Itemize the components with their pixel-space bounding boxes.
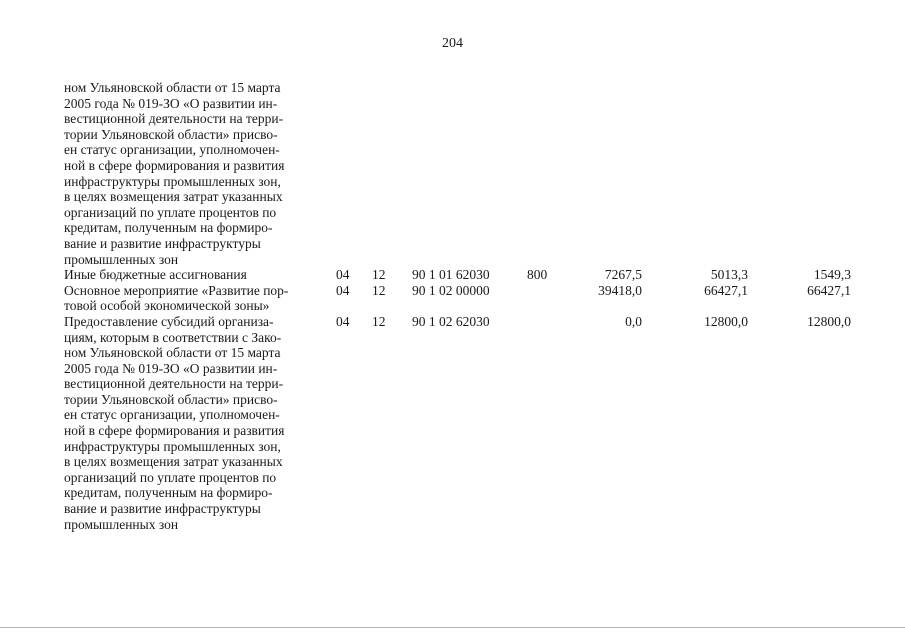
target-article-code: 90 1 02 62030 [412, 313, 490, 329]
amount-year-1: 39418,0 [598, 282, 642, 298]
row-name-line: кредитам, полученным на формиро- [64, 220, 273, 236]
row-name [64, 267, 316, 283]
row-name-line: тории Ульяновской области» присво- [64, 126, 278, 142]
row-name-line: вестиционной деятельности на терри- [64, 376, 284, 392]
row-name-line: организаций по уплате процентов по [64, 469, 277, 485]
amount-year-3: 12800,0 [807, 313, 851, 329]
row-name [64, 314, 316, 532]
amount-year-2: 12800,0 [704, 313, 748, 329]
row-name-line: ной в сфере формирования и развития [64, 423, 285, 439]
table-row [64, 267, 854, 283]
row-name [64, 80, 316, 267]
subsection-code: 12 [372, 282, 386, 298]
subsection-code: 12 [372, 267, 386, 283]
row-name-line: товой особой экономической зоны» [64, 298, 270, 314]
budget-table [64, 80, 854, 532]
row-name-line: циям, которым в соответствии с Зако- [64, 329, 282, 345]
row-name-line: ном Ульяновской области от 15 марта [64, 80, 281, 95]
row-name [64, 283, 316, 314]
row-name-line: ен статус организации, уполномочен- [64, 142, 280, 158]
row-name-line: вестиционной деятельности на терри- [64, 111, 284, 127]
amount-year-3: 66427,1 [807, 282, 851, 298]
scan-bottom-rule [0, 627, 905, 628]
amount-year-3: 1549,3 [813, 267, 851, 283]
row-name-line: Иные бюджетные ассигнования [64, 267, 247, 283]
row-name-line: организаций по уплате процентов по [64, 204, 277, 220]
row-name-line: в целях возмещения затрат указанных [64, 454, 283, 470]
row-name-line: ной в сфере формирования и развития [64, 157, 285, 173]
row-name-line: инфраструктуры промышленных зон, [64, 173, 281, 189]
subsection-code: 12 [372, 313, 386, 329]
table-row [64, 80, 854, 267]
section-code: 04 [336, 313, 350, 329]
row-name-line: тории Ульяновской области» присво- [64, 391, 278, 407]
row-name-line: Предоставление субсидий организа- [64, 313, 274, 329]
amount-year-1: 0,0 [625, 313, 642, 329]
row-name-line: вание и развитие инфраструктуры [64, 235, 261, 251]
row-name-line: 2005 года № 019-ЗО «О развитии ин- [64, 95, 278, 111]
section-code: 04 [336, 267, 350, 283]
row-name-line: ном Ульяновской области от 15 марта [64, 345, 281, 361]
row-name-line: промышленных зон [64, 251, 179, 267]
row-name-line: вание и развитие инфраструктуры [64, 501, 261, 517]
row-name-line: в целях возмещения затрат указанных [64, 189, 283, 205]
amount-year-2: 5013,3 [710, 267, 748, 283]
row-name-line: кредитам, полученным на формиро- [64, 485, 273, 501]
table-row [64, 283, 854, 314]
row-name-line: ен статус организации, уполномочен- [64, 407, 280, 423]
target-article-code: 90 1 02 00000 [412, 282, 490, 298]
expense-type-code: 800 [527, 267, 548, 283]
amount-year-1: 7267,5 [604, 267, 642, 283]
amount-year-2: 66427,1 [704, 282, 748, 298]
table-row [64, 314, 854, 532]
row-name-line: промышленных зон [64, 516, 179, 532]
target-article-code: 90 1 01 62030 [412, 267, 490, 283]
row-name-line: Основное мероприятие «Развитие пор- [64, 282, 289, 298]
row-name-line: инфраструктуры промышленных зон, [64, 438, 281, 454]
section-code: 04 [336, 282, 350, 298]
row-name-line: 2005 года № 019-ЗО «О развитии ин- [64, 360, 278, 376]
page-number: 204 [442, 36, 463, 51]
